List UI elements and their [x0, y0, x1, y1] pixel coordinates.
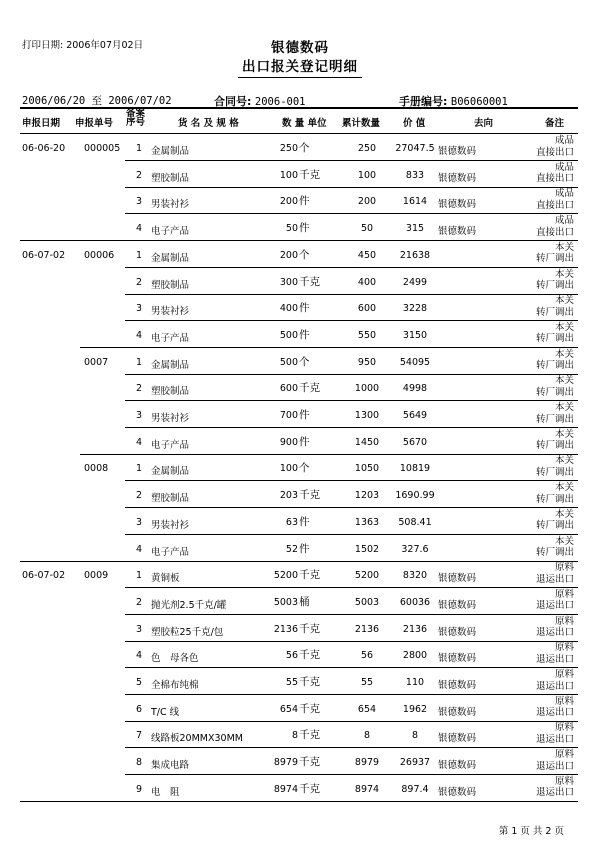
- row-date: 06-07-02: [22, 249, 66, 261]
- period: [22, 93, 172, 108]
- table-row: [20, 161, 578, 188]
- row-dest: 银德数码: [438, 573, 477, 585]
- row-seq: 2: [136, 383, 143, 395]
- row-qty: 200: [279, 249, 298, 261]
- table-row: [20, 454, 578, 481]
- contract-label: 合同号:: [214, 95, 252, 108]
- row-remark: [536, 616, 574, 639]
- row-price: 1690.99: [395, 490, 435, 502]
- row-cum-qty: 1203: [354, 490, 380, 502]
- row-dest: 银德数码: [438, 733, 477, 745]
- row-remark-line2: 退运出口: [535, 787, 574, 799]
- row-price: 5670: [402, 436, 428, 448]
- row-qty: 100: [279, 169, 298, 181]
- row-qty: 500: [279, 356, 298, 368]
- row-unit: 件: [299, 435, 310, 448]
- table-row: [20, 428, 578, 455]
- row-cum-qty: 55: [360, 677, 374, 688]
- row-remark-line2: 退运出口: [535, 573, 574, 585]
- row-remark: [536, 215, 574, 238]
- row-price: 2499: [402, 276, 428, 288]
- row-remark-line2: 退运出口: [535, 680, 574, 692]
- row-qty: 600: [279, 383, 298, 395]
- print-date: 打印日期: 2006年07月02日: [22, 40, 144, 51]
- row-seq: 1: [136, 570, 143, 582]
- row-qty: 8979: [273, 757, 298, 769]
- table-row: [20, 268, 578, 295]
- row-remark-line2: 转厂调出: [535, 413, 574, 425]
- row-decl-no: 0009: [84, 570, 109, 582]
- manual-value: B06060001: [450, 96, 508, 108]
- row-remark: [536, 562, 574, 585]
- row-remark-line1: 本关: [554, 375, 574, 387]
- row-price: 1614: [402, 196, 428, 208]
- row-remark-line1: 成品: [554, 215, 574, 227]
- row-remark-line2: 退运出口: [535, 653, 574, 665]
- table-row: [20, 561, 578, 588]
- row-seq: 2: [136, 596, 143, 608]
- row-remark-line2: 退运出口: [535, 627, 574, 639]
- table-row: [20, 588, 578, 615]
- row-cum-qty: 250: [357, 143, 377, 154]
- row-remark-line2: 退运出口: [535, 760, 574, 772]
- row-remark: [536, 269, 574, 292]
- row-price: 2800: [402, 650, 428, 662]
- row-cum-qty: 450: [357, 249, 377, 261]
- table-row: [20, 535, 578, 562]
- row-remark: [536, 589, 574, 612]
- row-remark-line2: 转厂调出: [535, 493, 574, 505]
- header-date: 申报日期: [22, 118, 61, 129]
- period-value: 2006/06/20 至 2006/07/02: [22, 95, 172, 107]
- row-unit: 千克: [299, 489, 320, 502]
- row-qty: 2136: [273, 623, 298, 635]
- row-unit: 件: [299, 302, 310, 315]
- row-cum-qty: 1300: [354, 410, 380, 421]
- manual-label: 手册编号:: [399, 95, 448, 108]
- row-goods: 金属制品: [151, 146, 190, 157]
- row-seq: 6: [136, 703, 143, 715]
- row-unit: 千克: [299, 649, 320, 662]
- header-qty-unit: 数 量 单位: [282, 118, 327, 129]
- row-price: 5649: [402, 410, 428, 421]
- row-goods: 电 阻: [151, 786, 180, 798]
- row-seq: 4: [136, 436, 143, 448]
- row-remark: [536, 349, 574, 372]
- report-title-text: 出口报关登记明细: [238, 59, 362, 78]
- row-unit: 个: [299, 462, 310, 475]
- row-qty: 250: [279, 143, 298, 154]
- row-price: 2136: [402, 623, 428, 635]
- row-qty: 63: [285, 516, 298, 528]
- row-seq: 3: [136, 623, 143, 635]
- row-goods: 男装衬衫: [151, 199, 190, 211]
- row-price: 327.6: [401, 543, 429, 555]
- row-goods: 集成电路: [151, 760, 190, 772]
- row-cum-qty: 8974: [354, 783, 380, 795]
- row-goods: 男装衬衫: [151, 519, 190, 531]
- row-dest: 银德数码: [438, 146, 477, 157]
- row-remark-line2: 转厂调出: [535, 360, 574, 372]
- row-remark-line2: 转厂调出: [535, 253, 574, 265]
- row-qty: 200: [279, 196, 298, 208]
- row-remark-line2: 退运出口: [535, 707, 574, 719]
- row-seq: 3: [136, 516, 143, 528]
- row-price: 8320: [402, 570, 428, 582]
- row-remark-line1: 本关: [554, 455, 574, 467]
- row-remark-line2: 退运出口: [535, 600, 574, 612]
- row-seq: 5: [136, 677, 143, 688]
- row-seq: 4: [136, 650, 143, 662]
- row-goods: 电子产品: [151, 546, 190, 558]
- row-unit: 件: [299, 328, 310, 341]
- header-top-rule: [20, 107, 578, 109]
- row-remark-line1: 本关: [554, 295, 574, 307]
- row-goods: 金属制品: [151, 466, 190, 478]
- row-goods: 线路板20MMX30MM: [151, 733, 243, 745]
- row-goods: T/C 线: [151, 706, 180, 718]
- row-goods: 塑胶粒25千克/包: [151, 626, 224, 638]
- row-goods: 黄铜板: [151, 573, 180, 585]
- row-remark-line2: 转厂调出: [535, 520, 574, 532]
- row-unit: 件: [299, 542, 310, 555]
- header-dest: 去向: [474, 118, 494, 129]
- row-seq: 4: [136, 543, 143, 555]
- row-unit: 千克: [299, 676, 320, 688]
- row-dest: 银德数码: [438, 599, 477, 611]
- row-dest: 银德数码: [438, 680, 477, 691]
- row-seq: 1: [136, 463, 143, 475]
- row-goods: 色 母各色: [151, 653, 199, 665]
- row-remark-line1: 成品: [554, 135, 574, 146]
- row-remark: [536, 509, 574, 532]
- row-cum-qty: 100: [357, 169, 377, 181]
- row-remark-line2: 退运出口: [535, 733, 574, 745]
- row-decl-no: 0008: [84, 463, 109, 475]
- row-cum-qty: 1502: [354, 543, 380, 555]
- row-dest: 银德数码: [438, 172, 477, 184]
- table-row: [20, 615, 578, 642]
- row-unit: 千克: [299, 569, 320, 582]
- page-footer: 第 1 页 共 2 页: [498, 826, 564, 837]
- row-remark: [536, 669, 574, 692]
- row-remark-line1: 原料: [554, 722, 574, 734]
- row-remark-line2: 直接出口: [535, 226, 574, 238]
- row-decl-no: 000005: [84, 143, 121, 154]
- row-remark-line1: 本关: [554, 268, 574, 280]
- row-cum-qty: 600: [357, 303, 377, 315]
- row-remark: [536, 455, 574, 478]
- table-row: [20, 641, 578, 668]
- row-qty: 50: [285, 223, 298, 235]
- row-goods: 电子产品: [151, 439, 190, 451]
- table-row: [20, 401, 578, 428]
- row-remark-line1: 原料: [554, 749, 574, 761]
- row-remark: [536, 242, 574, 265]
- row-remark: [536, 722, 574, 745]
- row-price: 833: [405, 169, 425, 181]
- row-date: 06-06-20: [22, 143, 66, 154]
- header-price: 价 值: [403, 118, 426, 129]
- row-remark-line1: 本关: [554, 428, 574, 440]
- row-remark-line2: 转厂调出: [535, 333, 574, 345]
- row-remark: [536, 696, 574, 719]
- row-qty: 700: [279, 410, 298, 421]
- row-qty: 654: [279, 703, 298, 715]
- header-cum-qty: 累计数量: [342, 118, 381, 129]
- row-remark-line1: 本关: [554, 402, 574, 413]
- row-goods: 电子产品: [151, 226, 190, 238]
- row-cum-qty: 8979: [354, 757, 380, 769]
- row-remark-line1: 本关: [554, 508, 574, 520]
- row-cum-qty: 550: [357, 329, 377, 341]
- row-qty: 52: [285, 543, 298, 555]
- row-seq: 2: [136, 490, 143, 502]
- row-price: 1962: [402, 703, 428, 715]
- table-row: [20, 721, 578, 748]
- row-unit: 桶: [299, 595, 310, 608]
- row-seq: 1: [136, 356, 143, 368]
- row-cum-qty: 950: [357, 356, 377, 368]
- row-seq: 8: [136, 757, 143, 769]
- row-remark: [536, 402, 574, 425]
- table-row: [20, 775, 578, 802]
- row-goods: 塑胶制品: [151, 386, 190, 398]
- row-remark-line2: 直接出口: [535, 146, 574, 158]
- row-qty: 300: [279, 276, 298, 288]
- row-goods: 抛光剂2.5千克/罐: [151, 599, 227, 611]
- row-remark-line1: 原料: [554, 615, 574, 627]
- row-dest: 银德数码: [438, 226, 477, 238]
- table-row: [20, 481, 578, 508]
- row-price: 3228: [402, 303, 428, 315]
- row-goods: 塑胶制品: [151, 279, 190, 291]
- row-cum-qty: 1363: [354, 516, 380, 528]
- table-row: [20, 348, 578, 375]
- row-remark: [536, 536, 574, 559]
- row-unit: 千克: [299, 702, 320, 715]
- row-remark-line2: 转厂调出: [535, 547, 574, 558]
- row-cum-qty: 50: [360, 223, 374, 235]
- row-seq: 3: [136, 303, 143, 315]
- row-price: 508.41: [398, 516, 432, 528]
- row-cum-qty: 5003: [354, 596, 380, 608]
- row-price: 54095: [399, 356, 431, 368]
- row-remark-line1: 原料: [554, 588, 574, 600]
- row-unit: 个: [299, 248, 310, 261]
- row-qty: 100: [279, 463, 298, 475]
- row-seq: 3: [136, 196, 143, 208]
- row-dest: 银德数码: [438, 706, 477, 718]
- row-goods: 金属制品: [151, 359, 190, 371]
- row-remark-line2: 转厂调出: [535, 386, 574, 398]
- row-remark: [536, 429, 574, 452]
- row-unit: 千克: [299, 729, 320, 742]
- row-cum-qty: 1050: [354, 463, 380, 475]
- row-price: 21638: [399, 249, 431, 261]
- row-seq: 3: [136, 410, 143, 421]
- header-seq: [126, 109, 145, 127]
- row-remark-line1: 原料: [554, 642, 574, 654]
- row-remark-line2: 直接出口: [535, 173, 574, 185]
- row-unit: 件: [299, 515, 310, 528]
- row-remark-line1: 原料: [554, 669, 574, 680]
- row-remark: [536, 482, 574, 505]
- header-seq-line2: 序号: [126, 117, 146, 128]
- table-row: [20, 374, 578, 401]
- row-remark-line2: 转厂调出: [535, 280, 574, 291]
- row-dest: 银德数码: [438, 626, 477, 638]
- row-decl-no: 0007: [84, 356, 109, 368]
- row-dest: 银德数码: [438, 199, 477, 211]
- row-price: 27047.5: [395, 143, 435, 154]
- row-cum-qty: 1450: [354, 436, 380, 448]
- row-remark-line2: 转厂调出: [535, 306, 574, 318]
- row-goods: 塑胶制品: [151, 493, 190, 505]
- table-row: [20, 134, 578, 161]
- row-remark-line1: 本关: [554, 348, 574, 360]
- row-cum-qty: 2136: [354, 623, 380, 635]
- row-remark-line1: 成品: [554, 161, 574, 173]
- row-remark-line1: 原料: [554, 562, 574, 574]
- table-row: [20, 508, 578, 535]
- row-unit: 千克: [299, 382, 320, 395]
- row-cum-qty: 1000: [354, 383, 380, 395]
- row-goods: 塑胶制品: [151, 172, 190, 184]
- table-row: [20, 187, 578, 214]
- row-remark-line1: 本关: [554, 241, 574, 253]
- row-goods: 男装衬衫: [151, 413, 190, 424]
- row-cum-qty: 5200: [354, 570, 380, 582]
- row-seq: 7: [136, 730, 143, 742]
- row-remark-line1: 本关: [554, 535, 574, 547]
- row-dest: 银德数码: [438, 760, 477, 772]
- row-seq: 2: [136, 276, 143, 288]
- row-unit: 千克: [299, 622, 320, 635]
- row-unit: 个: [299, 142, 310, 154]
- company-title: 银德数码: [271, 40, 329, 56]
- row-unit: 千克: [299, 275, 320, 288]
- table-row: [20, 748, 578, 775]
- row-decl-no: 00006: [84, 249, 115, 261]
- row-qty: 8: [291, 730, 298, 742]
- row-qty: 8974: [273, 783, 298, 795]
- row-unit: 个: [299, 355, 310, 368]
- row-price: 110: [405, 677, 425, 688]
- row-unit: 千克: [299, 782, 320, 795]
- row-seq: 2: [136, 169, 143, 181]
- header-goods: 货 名 及 规 格: [178, 118, 239, 129]
- row-cum-qty: 400: [357, 276, 377, 288]
- row-seq: 9: [136, 783, 143, 795]
- row-remark: [536, 749, 574, 772]
- row-goods: 男装衬衫: [151, 306, 190, 318]
- table-row: [20, 294, 578, 321]
- row-remark: [536, 322, 574, 345]
- row-remark: [536, 295, 574, 318]
- row-remark: [536, 135, 574, 158]
- row-price: 3150: [402, 329, 428, 341]
- row-goods: 电子产品: [151, 332, 190, 344]
- row-qty: 900: [279, 436, 298, 448]
- row-remark: [536, 776, 574, 799]
- row-unit: 件: [299, 195, 310, 208]
- row-price: 10819: [399, 463, 431, 475]
- row-qty: 400: [279, 303, 298, 315]
- row-remark-line1: 原料: [554, 695, 574, 707]
- contract-value: 2006-001: [254, 96, 306, 108]
- row-price: 8: [411, 730, 419, 742]
- table-row: [20, 695, 578, 722]
- row-seq: 1: [136, 143, 143, 154]
- row-unit: 千克: [299, 168, 320, 181]
- row-goods: 全棉布纯棉: [151, 680, 199, 691]
- row-cum-qty: 56: [360, 650, 374, 662]
- row-cum-qty: 654: [357, 703, 377, 715]
- row-price: 315: [405, 223, 425, 235]
- row-remark-line1: 本关: [554, 321, 574, 333]
- row-remark-line1: 成品: [554, 188, 574, 200]
- row-price: 4998: [402, 383, 428, 395]
- table-row: [20, 214, 578, 241]
- row-seq: 4: [136, 329, 143, 341]
- row-price: 897.4: [401, 783, 429, 795]
- row-qty: 5003: [273, 596, 298, 608]
- header-remark: 备注: [545, 118, 565, 129]
- row-price: 60036: [399, 596, 431, 608]
- row-remark: [536, 375, 574, 398]
- row-dest: 银德数码: [438, 786, 477, 798]
- row-seq: 1: [136, 249, 143, 261]
- row-goods: 金属制品: [151, 252, 190, 264]
- row-remark-line2: 转厂调出: [535, 466, 574, 478]
- row-qty: 5200: [273, 570, 298, 582]
- table-row: [20, 241, 578, 268]
- row-remark: [536, 162, 574, 185]
- row-qty: 203: [279, 490, 298, 502]
- header-decl-no: 申报单号: [75, 118, 114, 129]
- row-unit: 件: [299, 222, 310, 235]
- row-unit: 千克: [299, 756, 320, 769]
- row-remark: [536, 188, 574, 211]
- row-remark-line1: 原料: [554, 775, 574, 787]
- row-unit: 件: [299, 409, 310, 421]
- header-seq-line1: 备案: [126, 108, 146, 119]
- row-qty: 56: [285, 650, 298, 662]
- row-price: 26937: [399, 757, 431, 769]
- row-remark-line2: 直接出口: [535, 199, 574, 211]
- row-qty: 500: [279, 329, 298, 341]
- row-cum-qty: 200: [357, 196, 377, 208]
- row-dest: 银德数码: [438, 653, 477, 665]
- table-row: [20, 321, 578, 348]
- row-rule: [20, 801, 578, 802]
- row-qty: 55: [285, 677, 298, 688]
- row-remark-line2: 转厂调出: [535, 440, 574, 452]
- table-row: [20, 668, 578, 695]
- row-remark-line1: 本关: [554, 482, 574, 494]
- row-seq: 4: [136, 223, 143, 235]
- row-cum-qty: 8: [363, 730, 371, 742]
- row-remark: [536, 642, 574, 665]
- report-title: [0, 55, 600, 75]
- row-date: 06-07-02: [22, 570, 66, 582]
